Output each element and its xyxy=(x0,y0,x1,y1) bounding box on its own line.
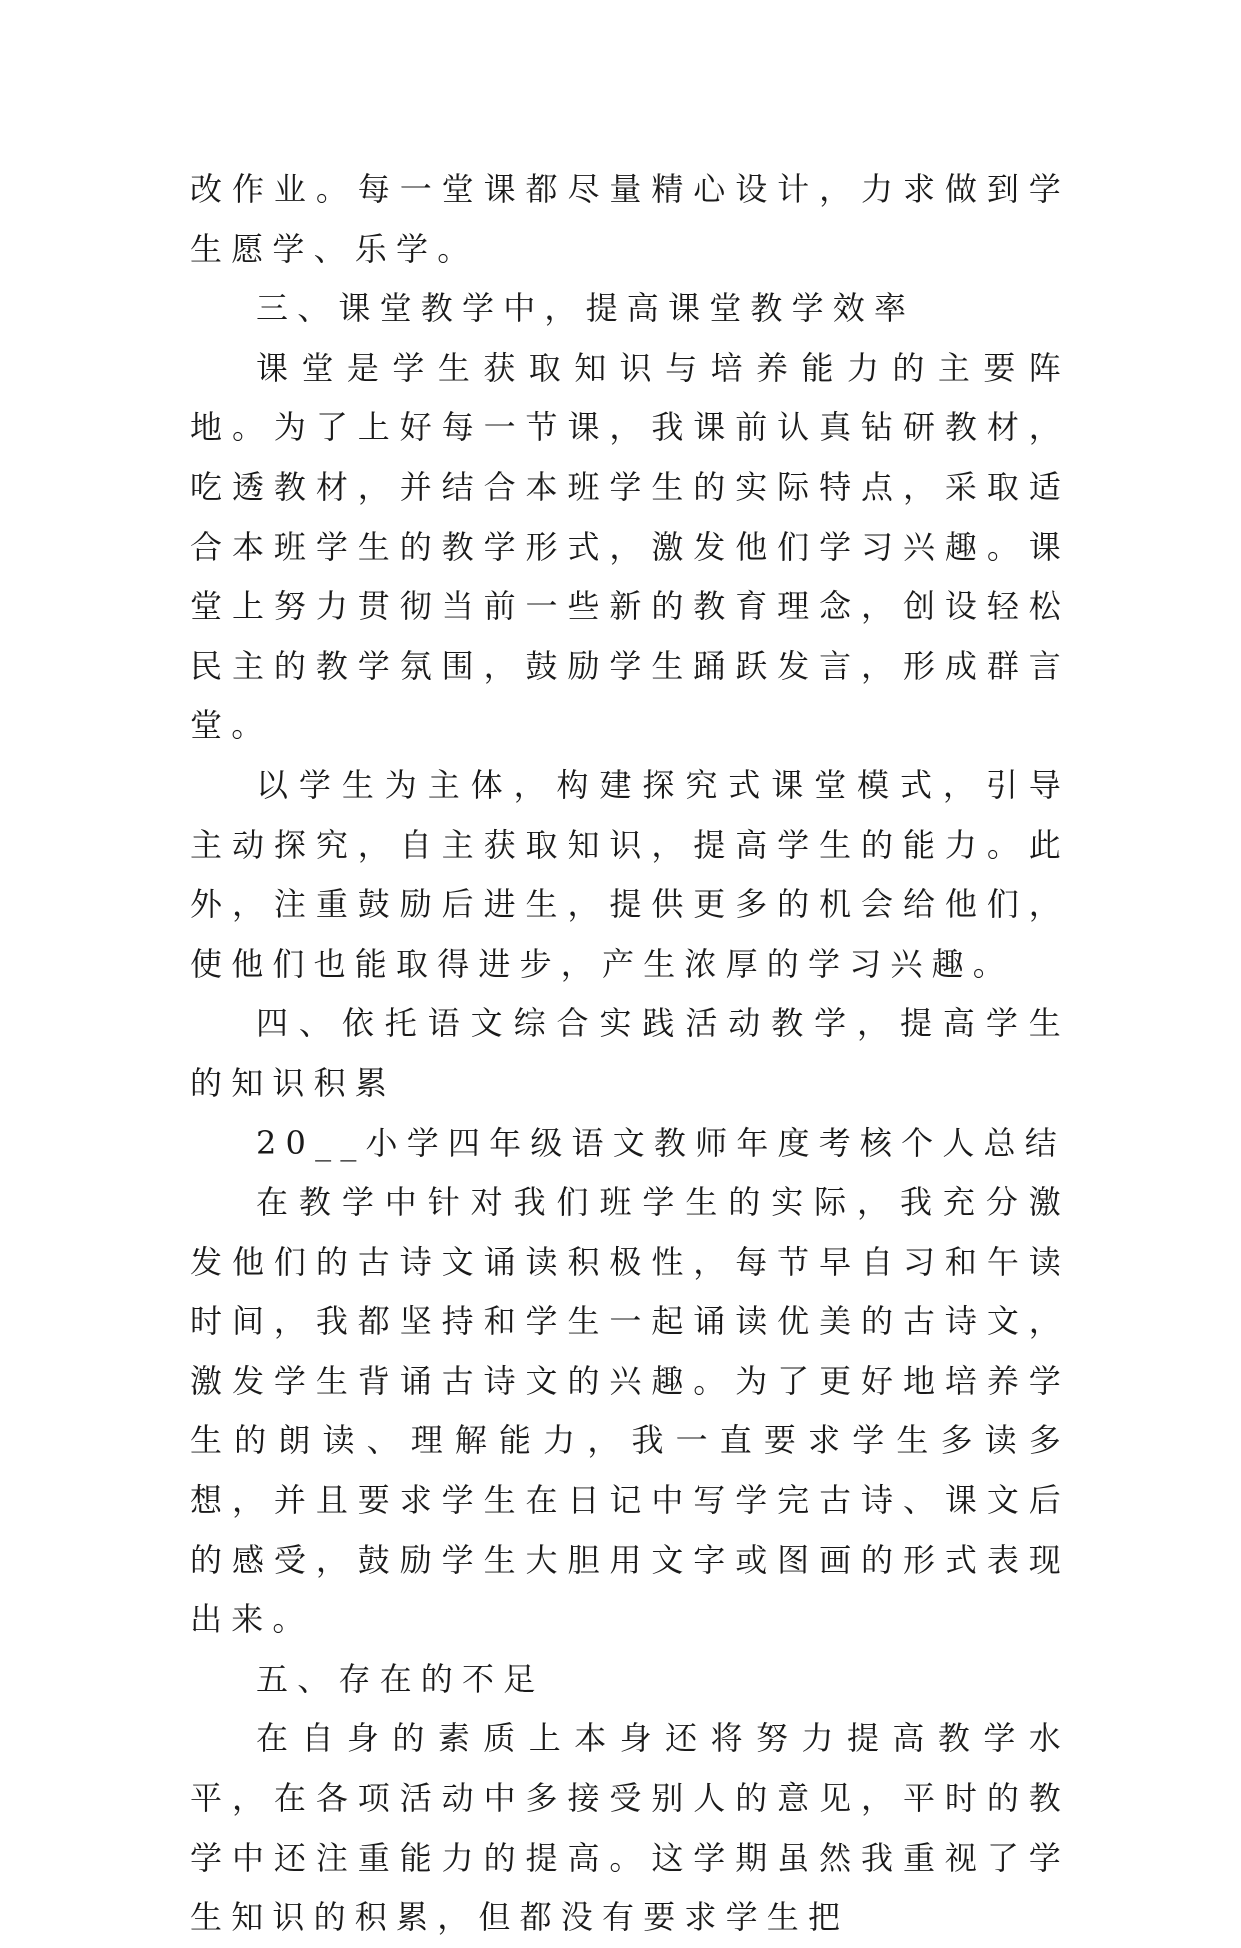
paragraph-shortcomings: 在自身的素质上本身还将努力提高教学水平，在各项活动中多接受别人的意见，平时的教学中还注重能力的提高。这学期虽然我重视了学生知识的积累，但都没有要求学生把 xyxy=(190,1719,1070,1937)
heading-section-five: 五、存在的不足 xyxy=(256,1659,545,1698)
heading-section-three: 三、课堂教学中，提高课堂教学效率 xyxy=(256,289,916,328)
paragraph-poetry-reading: 在教学中针对我们班学生的实际，我充分激发他们的古诗文诵读积极性，每节早自习和午读时间，我都坚持和学生一起诵读优美的古诗文，激发学生背诵古诗文的兴趣。为了更好地培养学生的朗读、理解能力，我一直要求学生多读多想，并且要求学生在日记中写学完古诗、课文后的感受，鼓励学生大胆用文字或图画的形式表现出来。 xyxy=(190,1183,1070,1639)
document-body xyxy=(190,160,1070,1948)
paragraph-student-centered: 以学生为主体，构建探究式课堂模式，引导主动探究，自主获取知识，提高学生的能力。此外，注重鼓励后进生，提供更多的机会给他们，使他们也能取得进步，产生浓厚的学习兴趣。 xyxy=(190,765,1070,983)
document-title-line: 20__小学四年级语文教师年度考核个人总结 xyxy=(256,1123,1066,1162)
paragraph-homework-design: 改作业。每一堂课都尽量精心设计，力求做到学生愿学、乐学。 xyxy=(190,170,1070,268)
heading-section-four: 四、依托语文综合实践活动教学，提高学生的知识积累 xyxy=(190,1004,1070,1102)
paragraph-classroom-position: 课堂是学生获取知识与培养能力的主要阵地。为了上好每一节课，我课前认真钻研教材，吃透教材，并结合本班学生的实际特点，采取适合本班学生的教学形式，激发他们学习兴趣。课堂上努力贯彻当前一些新的教育理念，创设轻松民主的教学氛围，鼓励学生踊跃发言，形成群言堂。 xyxy=(190,348,1070,745)
